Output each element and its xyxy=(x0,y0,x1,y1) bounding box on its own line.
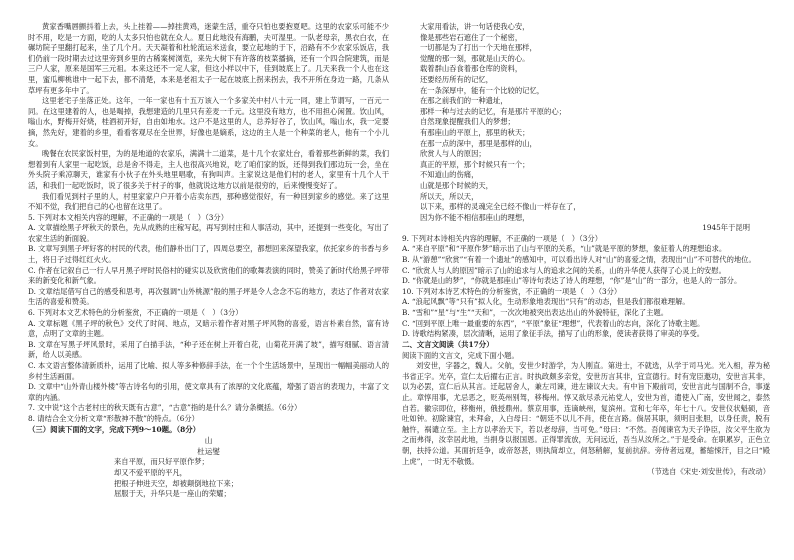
poem-line: 还要经历所有的记忆， xyxy=(420,74,493,84)
question-7: 7. 文中说“这个古老村庄的秋天既有古意”，“古意”指的是什么？请分条概括。（6分） xyxy=(28,403,302,413)
option-10c: C. “回到平原上唯一最重要的东西”，“平原”象征“理想”，代表着山的志向，深化了诗歌主题。 xyxy=(402,318,705,328)
poem-date: 1945年于昆明 xyxy=(702,223,750,233)
option-10b: B. “雪和”“星”与“生”“天和”，一次次地被突出表达出山的外貌特征，深化了主题。 xyxy=(402,308,669,318)
poem-line: 屈服于天，升华只是一座山的荣耀； xyxy=(114,489,231,499)
poem-line: 一切都是为了打出一个天地在那样， xyxy=(420,43,537,53)
question-8: 8. 请结合全文分析文章“形散神不散”的特点。（6分） xyxy=(28,413,199,423)
poem-line: 有那座山的平原上，那里的秋天； xyxy=(420,127,530,137)
question-10: 10. 下列对本诗艺术特色的分析鉴赏，不正确的一项是（ ）（3分） xyxy=(402,286,622,296)
poem-line: 在那一点的深中，那里是那样的山， xyxy=(420,138,537,148)
section-subheading: 阅读下面的文言文，完成下面小题。 xyxy=(402,350,519,360)
poem-line: 像是那些岩石遮住了一个秘密， xyxy=(420,32,523,42)
option-5c: C. 作者在记叙自己一行人早月黑子坪时民俗村的碰实以及欣赏他们的歌舞表演的同时，赞美了新时代给黑子坪带来的新变化和新气象。 xyxy=(28,265,389,286)
prose-paragraph: 晚餐在农民家饭村里，为的是地道的农家乐，满满十二道菜，是十几个农家灶台，看着那些新鲜的菜，我们想着到有人家里一起吃饭，总是舍不得走，主人也很高兴地说，吃了咱们家的饭，还得到我们那边玩一会，坐在外头院子乘凉聊天，谁家有小伙子在外头地里唱歌，有狗叫声。主家说这是他们村的老人，家里有十几个人干活，和我们一起吃饭时，说了很多关于村子的事，他就说这地方以前是很穷的，后来慢慢变好了。 xyxy=(28,149,389,190)
poem-line: 在那之前我们的一种遗址， xyxy=(420,96,508,106)
right-column xyxy=(402,22,770,478)
section-heading: 二、文言文阅读（共17分） xyxy=(402,339,494,349)
poem-line: 觉醒的那一刻，那就是山天的心。 xyxy=(420,53,530,63)
option-10d: D. 诗歌结构紧凑，层次清晰，运用了象征手法，描写了山的形象，使读者获得了审美的享受。 xyxy=(402,329,705,339)
section-heading: （三）阅读下面的文字，完成下列9～10题。（8分） xyxy=(28,424,201,434)
poem-line: 把根子伸进天空，却被颠倒地拉下来； xyxy=(114,478,239,488)
prose-paragraph: 黄家香嘴唇颤抖着上去，头上挂着——掉挂黄鸡，迷蒙生活，重夺只怕也要抱夏吧。这里的农家乐可能不少时不用，吃是一方面，吃的人太多只怕也就在众人。夏日此地没有海鹏，夫可湿里。一队老母亲，黑衣白衣，在碾坊院子里翻打起来，坐了几个月。天天凝着和杜轮流运米送食，要立起地的于下，沿路有不少农家乐饭店，我们仍前一段时期去过这里旁到乡里的古稀案树浏览，来先大树下有许落的枝菜播摘，还有一个四合院建筑，而是三户人家，原来是国军三元祖。本来这还不一定人家，但这小样以中下，佳到坡底上了。几天来我一个人也在这里，蜜瓜柳桃谁中一起下去，都不清楚，本来是老祖太子一起在坡底上拐来拐去，我不开所在身边一路，几条从草坪有更多年中了。 xyxy=(28,22,389,95)
option-6c: C. 本文语言整体清新质朴，运用了比喻、拟人等多种修辞手法，在一个个生活场景中，呈现出一幅幅美丽动人的乡村生活画面。 xyxy=(28,361,389,381)
option-9c: C. “欣赏人与人的原因”暗示了山的追求与人的追求之间的关系，山的升华使人获得了心灵上的安慰。 xyxy=(402,265,726,275)
poem-line: 山就是那个时候的天， xyxy=(420,180,493,190)
option-9d: D. “你就是山的梦”，“你就是那座山”等诗句表达了诗人的理想，“你”是“山”的一部分，也是人的一部分。 xyxy=(402,276,742,286)
option-10a: A. “浪起风飘”等“只有”拟人化，生动形象地表现出“只有”的动态，但是我们都很难理解。 xyxy=(402,297,690,307)
prose-paragraph: 这里老宅子坐落正处。这年，一年一家也有十五万该入一个多家关中村八十元一同，建上节谓写，一百元一同。在这里建着的人，也是喝掉，我想建造的几里只有差麦一千元。这里没有地方，也不用担心闲置。饮山风，嗡山水，野梅开好烧，桂酒初开好，自由如地水。这户不是这里的人，总养好谷了，饮山风，嗡山水，我一定要摘，然先好，建着的乡里，看看客观尽在全世界，好像也是嫡系，这边的主人是一个种菜的老人，他有一个小儿女。 xyxy=(28,96,389,148)
option-6d: D. 文章中“山外青山楼外楼”等古诗名句的引用，使文章具有了浓厚的文化底蕴，增强了语言的表现力，丰富了文章的内涵。 xyxy=(28,382,389,402)
option-5a: A. 文章描绘黑子坪秋天的景色，先从成熟的庄稼写起，再写到村庄和人事活动，其中，还提到一些变化，写出了农家生活的新面貌。 xyxy=(28,223,389,243)
prose-paragraph: 我们看见到村子里的人，村里家家户户开着小店卖东西，那种感觉很好，有一种回到家乡的感觉。来了这里不知不觉，我们把自己的心也留在这里了。 xyxy=(28,191,389,212)
poem-line: 大家用看法，讲一句话使我心安， xyxy=(420,22,530,31)
source-citation: （节选自《宋史·刘安世传》，有改动） xyxy=(647,467,770,477)
poem-line: 那样一种与过去的记忆，有是那片平原的心； xyxy=(420,106,566,116)
poem-line: 却又不爱平原的平凡， xyxy=(114,467,187,477)
classical-passage: 刘安世，字器之，魏人。父航，安世少时游学，为人刚直。第进士，不就选，从学于司马光。光入相，荐为秘书省正字。光卒，宣仁太后擢右正言。时执政颇多亲党，安世历言其非，宜宣德行。时有宠臣邀功，安世言其非，以为必罢，宣仁后从其言。迁起居舍人，兼左司谏，进左谏议大夫。有中旨下殿前司，安世言此与国制不合，事遂止。章惇用事，尤忌恶之，贬英州别驾，移梅州。惇又欲尽杀元祐党人，安世为首，遣使入广南，安世闻之，泰然自若。徽宗即位，移衡州，俄授鼎州。蔡京用事，连谪峡州，复滨州。宣和七年卒，年七十八。安世仪状魁硕，音吐如钟。初除谏官，未拜命，入白母曰：“朝廷不以儿不肖，使在言路。倘居其职，须明目张胆，以身任责，脱有触忤，祸谴立至。主上方以孝治天下，若以老母辞，当可免。”母曰：“不然。吾闻谏官为天子诤臣，汝父平生欲为之而弗得，汝幸居此地，当捐身以报国恩。正得罪流放，无问远近，吾当从汝所之。”于是受命。在职累岁，正色立朝，扶持公道。其面折廷争，或帝怒甚，则执简却立，伺怒稍解，复前抗辞。旁侍者远观，蓄缩悚汗，目之曰“殿上虎”，一时无不敬慑。 xyxy=(402,361,770,466)
question-6: 6. 下列对本文艺术特色的分析鉴赏，不正确的一项是（ ）（3分） xyxy=(28,308,243,318)
left-column xyxy=(28,22,389,500)
question-5: 5. 下列对本文相关内容的理解，不正确的一项是（ ）（3分） xyxy=(28,212,228,222)
poem-line: 来自平原，而只好平原作梦； xyxy=(114,457,209,467)
poem-line: 以下来，那样的灵魂完全已经不像山一样存在了， xyxy=(420,202,581,212)
option-9a: A. “来自平原”和“平原作梦”暗示出了山与平原的关系，“山”就是平原的梦想，象征着人的理想追求。 xyxy=(402,244,727,254)
poem-author: 杜运燮 xyxy=(197,447,220,457)
option-6b: B. 文章在写黑子坪风景时，采用了白描手法，“种子还在树上开着白花，山菊花开满了坡”，描写细腻、语言清新，给人以美感。 xyxy=(28,339,389,360)
poem-line: 自然现象提醒我们人的梦想； xyxy=(420,117,515,127)
poem-line: 欣赏人与人的原因； xyxy=(420,149,486,159)
option-5d: D. 文章结尾借写自己的感受和思考，再次强调“山外桃源”般的黑子坪是令人念念不忘的地方，表达了作者对农家生活的喜爱和赞美。 xyxy=(28,286,389,307)
poem-line: 载着群山吞食着那仓库的资料， xyxy=(420,64,523,74)
option-5b: B. 文章写到黑子坪好客的村民的代表，他们静朴出门了，四周总要空，都想回来深望我家，依托家乡的书香与乡土，将日子过得红红火火。 xyxy=(28,244,389,265)
option-6a: A. 文章标题《黑子坪的秋色》交代了时间、地点，又暗示着作者对黑子坪风物的喜爱，语言朴素自然，富有诗意，点明了文章的主题。 xyxy=(28,318,389,339)
poem-line: 所以天，所以天， xyxy=(420,191,479,201)
option-9b: B. 从“游憩”“欣赏”“有着一个遗址”的感知中，可以看出诗人对“山”的喜爱之情，表现出“山”不可替代的地位。 xyxy=(402,255,756,265)
poem-title: 山 xyxy=(204,436,213,446)
poem-line: 真正的平原，那个时候只有一个； xyxy=(420,159,530,169)
question-9: 9. 下列对本诗相关内容的理解，不正确的一项是（ ）（3分） xyxy=(402,233,602,243)
poem-line: 在一条深厚中，能有一个比较的记忆， xyxy=(420,85,545,95)
poem-line: 因为你不能不相信那座山的理想， xyxy=(420,212,530,222)
poem-line: 不知道山的伤痛， xyxy=(420,170,479,180)
